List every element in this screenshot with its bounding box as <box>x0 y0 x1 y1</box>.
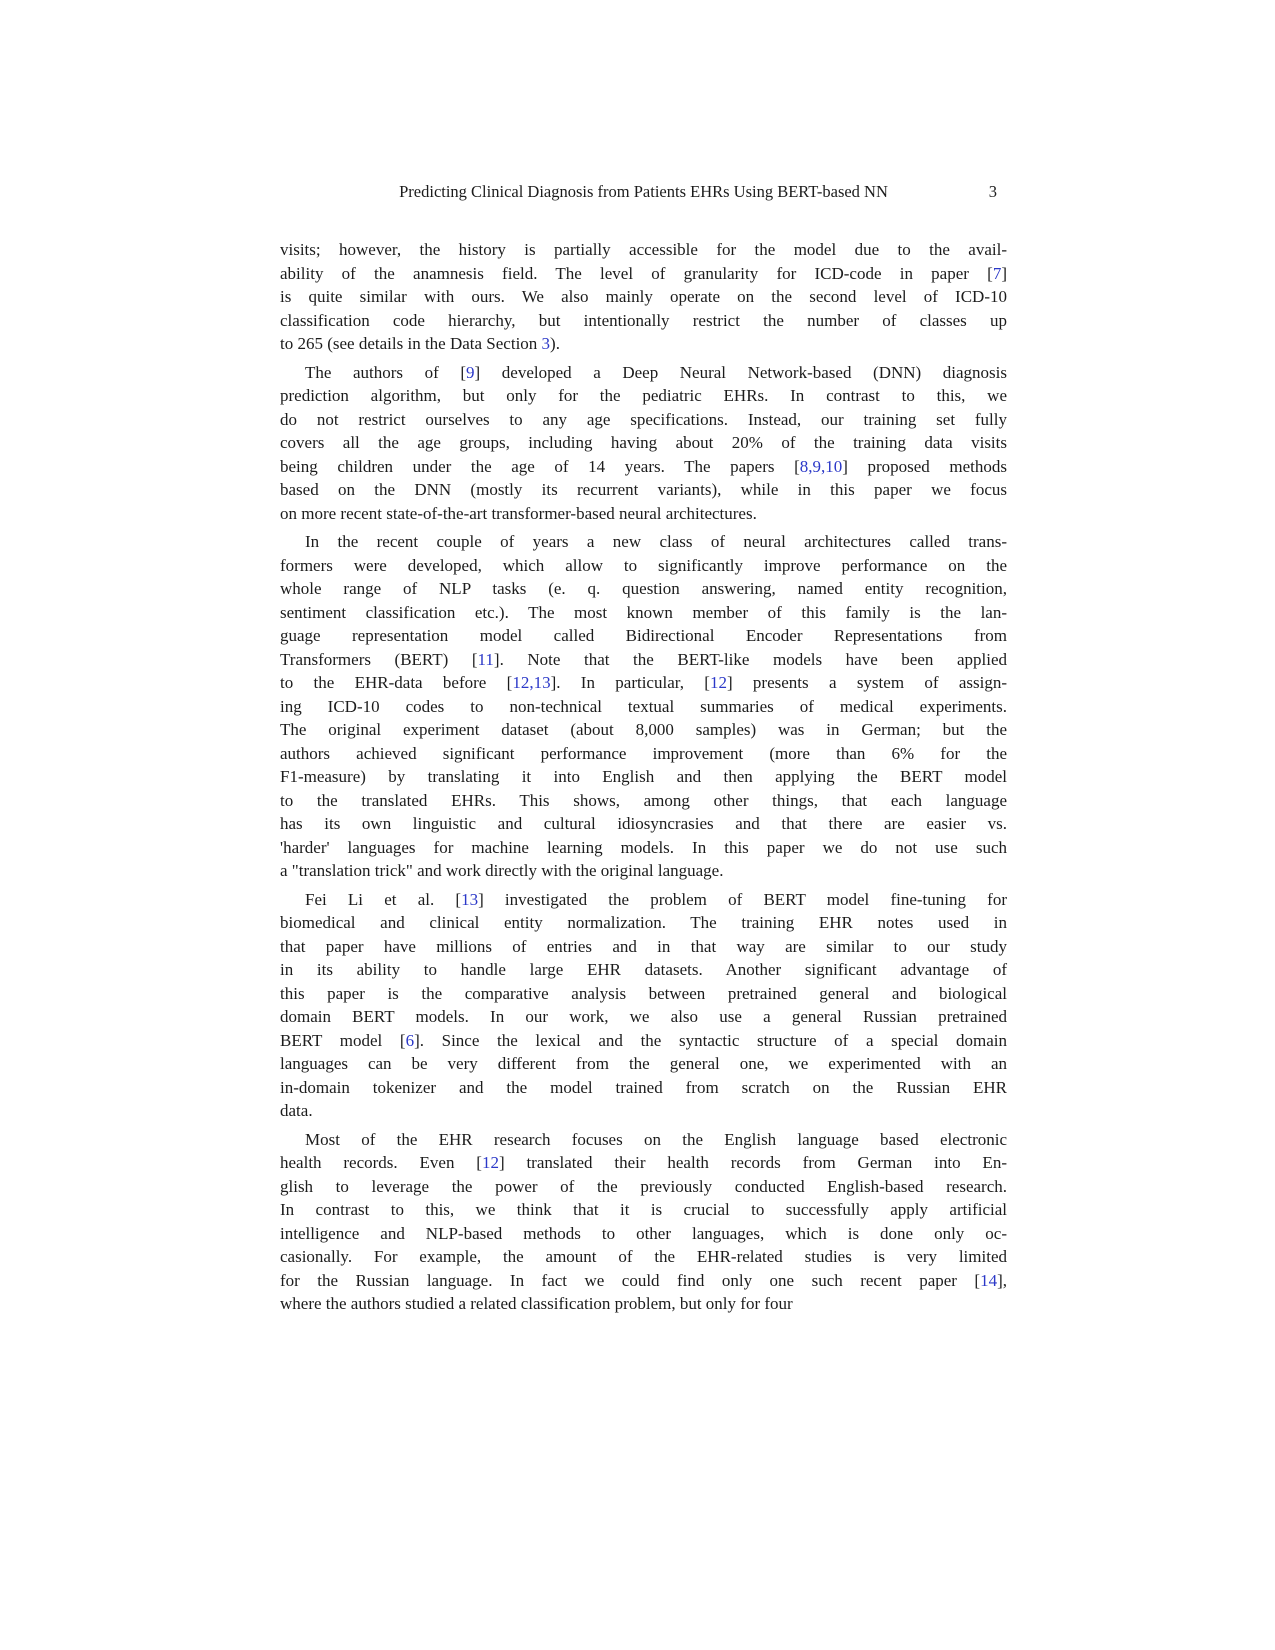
text-line: ability of the anamnesis field. The level of granularity for ICD-code in paper [7] <box>280 263 1007 283</box>
page-number: 3 <box>988 182 997 201</box>
text-line: 'harder' languages for machine learning models. In this paper we do not use such <box>280 837 1007 857</box>
text-line: languages can be very different from the general one, we experimented with an <box>280 1054 1007 1073</box>
text-line: in its ability to handle large EHR datasets. Another significant advantage of <box>280 960 1007 979</box>
text-line: casionally. For example, the amount of the EHR-related studies is very limited <box>280 1247 1007 1266</box>
text-line: Transformers (BERT) [11]. Note that the BERT-like models have been applied <box>280 649 1008 669</box>
paragraph <box>280 238 1007 356</box>
text-line: The authors of [9] developed a Deep Neural Network-based (DNN) diagnosis <box>305 362 1007 382</box>
citation-link[interactable]: 14 <box>980 1270 998 1290</box>
text-line: Fei Li et al. [13] investigated the problem of BERT model fine-tuning for <box>305 889 1008 909</box>
citation-link[interactable]: 7 <box>992 263 1002 283</box>
text-line: authors achieved significant performance improvement (more than 6% for the <box>280 743 1007 763</box>
citation-link[interactable]: 3 <box>541 334 551 353</box>
text-line: health records. Even [12] translated their health records from German into En- <box>280 1153 1007 1172</box>
text-line: this paper is the comparative analysis between pretrained general and biological <box>280 983 1007 1003</box>
text-line: In contrast to this, we think that it is crucial to successfully apply artificial <box>280 1200 1007 1219</box>
text-line: to the translated EHRs. This shows, among other things, that each language <box>280 790 1007 810</box>
text-line: being children under the age of 14 years. The papers [8,9,10] proposed methods <box>280 456 1007 476</box>
text-line: has its own linguistic and cultural idiosyncrasies and that there are easier vs. <box>280 814 1007 833</box>
text-line: glish to leverage the power of the previously conducted English-based research. <box>280 1176 1007 1196</box>
text-line: intelligence and NLP-based methods to other languages, which is done only oc- <box>280 1223 1007 1243</box>
text-line: a "translation trick" and work directly with the original language. <box>280 861 724 880</box>
text-line: prediction algorithm, but only for the pediatric EHRs. In contrast to this, we <box>280 386 1007 405</box>
text-line: F1-measure) by translating it into English and then applying the BERT model <box>280 767 1007 786</box>
paragraph <box>280 1128 1007 1316</box>
paragraph <box>280 530 1007 883</box>
text-line: in-domain tokenizer and the model trained from scratch on the Russian EHR <box>280 1077 1007 1097</box>
text-line: data. <box>280 1101 313 1120</box>
text-line: to 265 (see details in the Data Section 3). <box>280 334 560 353</box>
citation-link[interactable]: 6 <box>405 1030 415 1050</box>
text-line: In the recent couple of years a new class of neural architectures called trans- <box>305 532 1007 551</box>
text-line: do not restrict ourselves to any age specifications. Instead, our training set fully <box>280 409 1007 429</box>
paragraph <box>280 888 1007 1123</box>
text-line: Most of the EHR research focuses on the English language based electronic <box>305 1129 1007 1149</box>
text-line: classification code hierarchy, but intentionally restrict the number of classes up <box>280 310 1007 330</box>
paragraph <box>280 361 1007 526</box>
citation-link[interactable]: 9 <box>466 362 475 382</box>
text-line: guage representation model called Bidirectional Encoder Representations from <box>280 626 1007 645</box>
text-line: biomedical and clinical entity normalization. The training EHR notes used in <box>280 913 1007 932</box>
citation-link[interactable]: 12,13 <box>512 673 551 692</box>
citation-link[interactable]: 12 <box>709 673 727 692</box>
text-line: covers all the age groups, including having about 20% of the training data visits <box>280 433 1007 452</box>
text-line: visits; however, the history is partially accessible for the model due to the avail- <box>280 240 1007 259</box>
citation-link[interactable]: 13 <box>461 889 479 909</box>
text-line: formers were developed, which allow to significantly improve performance on the <box>280 555 1007 575</box>
text-line: ing ICD-10 codes to non-technical textual summaries of medical experiments. <box>280 696 1007 716</box>
text-line: on more recent state-of-the-art transformer-based neural architectures. <box>280 503 757 523</box>
text-line: The original experiment dataset (about 8,000 samples) was in German; but the <box>280 720 1007 739</box>
citation-link[interactable]: 8,9,10 <box>799 456 843 476</box>
running-title: Predicting Clinical Diagnosis from Patients EHRs Using BERT-based NN <box>399 182 888 201</box>
text-line: to the EHR-data before [12,13]. In particular, [12] presents a system of assign- <box>280 673 1007 692</box>
citation-link[interactable]: 11 <box>477 649 494 669</box>
citation-link[interactable]: 12 <box>481 1153 499 1172</box>
article-body <box>280 238 1007 1316</box>
text-line: that paper have millions of entries and in that way are similar to our study <box>280 936 1007 956</box>
text-line: BERT model [6]. Since the lexical and the syntactic structure of a special domain <box>280 1030 1007 1050</box>
text-line: sentiment classification etc.). The most known member of this family is the lan- <box>280 602 1007 622</box>
text-line: where the authors studied a related classification problem, but only for four <box>280 1294 793 1313</box>
text-line: is quite similar with ours. We also mainly operate on the second level of ICD-10 <box>280 287 1007 306</box>
running-head <box>280 182 1007 202</box>
text-line: whole range of NLP tasks (e. q. question answering, named entity recognition, <box>280 579 1007 598</box>
text-line: for the Russian language. In fact we could find only one such recent paper [14], <box>280 1270 1007 1290</box>
text-line: based on the DNN (mostly its recurrent variants), while in this paper we focus <box>280 480 1007 499</box>
text-line: domain BERT models. In our work, we also use a general Russian pretrained <box>280 1007 1007 1026</box>
